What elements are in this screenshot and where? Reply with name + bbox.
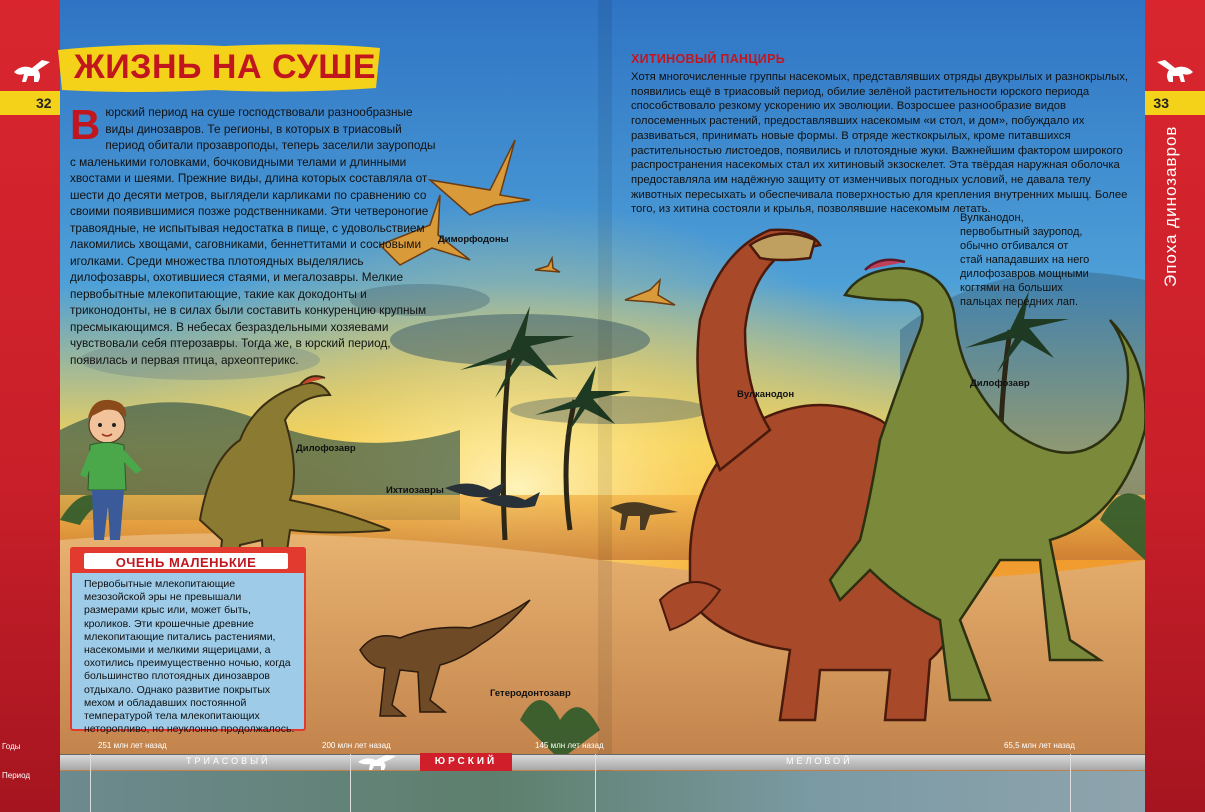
timeline-dinosaur-icon [356, 752, 400, 772]
timeline-dates-row [2, 740, 1145, 754]
left-page-edge-band [0, 0, 60, 812]
page-number-right: 33 [1145, 91, 1205, 115]
timeline-tick [90, 754, 91, 812]
timeline-period-label: Период [2, 771, 31, 780]
timeline-years-label: Годы [2, 742, 21, 751]
timeline-triassic: ТРИАСОВЫЙ [186, 756, 271, 766]
drop-cap-letter: В [70, 101, 101, 148]
timeline-period-bar [2, 754, 1145, 780]
info-box-very-small [70, 547, 306, 736]
info-box-title-bar [84, 553, 288, 569]
dinosaur-silhouette-icon [1153, 56, 1195, 84]
timeline-mark-200: 200 млн лет назад [322, 741, 391, 750]
geologic-timeline [2, 740, 1145, 812]
page-number-left: 32 [0, 91, 60, 115]
label-dimorphodons: Диморфодоны [438, 234, 509, 245]
page-title: ЖИЗНЬ НА СУШЕ [74, 48, 377, 86]
timeline-image-strip [60, 771, 1145, 812]
timeline-tick [1070, 754, 1071, 812]
label-ichthyosaurs: Ихтиозавры [386, 485, 444, 496]
info-box-header [70, 547, 306, 573]
timeline-mark-145: 145 млн лет назад [535, 741, 604, 750]
vulcanodon-caption: Вулканодон, первобытный зауропод, обычно отбивался от стай нападавших на него дилофозавров мощными когтями на больших пальцах передних лап. [960, 212, 1090, 308]
label-vulcanodon: Вулканодон [737, 389, 795, 400]
label-heterodontosaurus: Гетеродонтозавр [490, 688, 571, 699]
timeline-jurassic-highlight: ЮРСКИЙ [420, 753, 512, 771]
dinosaur-silhouette-icon [12, 56, 54, 84]
label-dilophosaurus-right: Дилофозавр [970, 378, 1030, 389]
section-vertical-title: Эпоха динозавров [1161, 126, 1180, 288]
sidebar-paragraph: Хотя многочисленные группы насекомых, представлявших отряды двукрылых и разнокрылых, появились ещё в триасовый период, обилие зелёной растительности юрского периода способствовало резкому ускорению их эволюции. Возросшее разнообразие видов голосеменных растений, предоставлявших насекомым «и стол, и дом», побуждало их развиваться, принимать новые формы. В отряде жесткокрылых, кроме питавшихся растительностью листоедов, появились и плотоядные жуки. Важнейшим фактором широкого распространения насекомых стал их хитиновый экзоскелет. Эта твёрдая наружная оболочка предоставляла им надёжную защиту от изменчивых погодных условий, не давала телу животных пересыхать и обеспечивала поверхностью для крепления внутренних мышц. Более того, из хитина состояли и крылья, позволявшие насекомым летать. [631, 71, 1129, 216]
label-dilophosaurus-left: Дилофозавр [296, 443, 356, 454]
timeline-tick [595, 754, 596, 812]
info-box-title: ОЧЕНЬ МАЛЕНЬКИЕ [115, 555, 257, 570]
sidebar-heading: ХИТИНОВЫЙ ПАНЦИРЬ [631, 52, 785, 66]
right-page-edge-band [1145, 0, 1205, 812]
timeline-cretaceous: МЕЛОВОЙ [786, 756, 853, 766]
intro-paragraph: юрский период на суше господствовали разнообразные виды динозавров. Те регионы, в которых в триасовый период обитали прозавроподы, теперь заселили зауроподы с маленькими головками, бочковидными телами и длинными хвостами и шеями. Прежние виды, длина которых составляла от шести до десяти метров, выглядели карликами по сравнению со своими появившимися позже родственниками. Эти четвероногие травоядные, не испытывая недостатка в пище, с удовольствием лакомились хвощами, саговниками, беннеттитами и сосновыми иголками. Среди множества плотоядных выделялись дилофозавры, охотившиеся стаями, и мегалозавры. Мелкие первобытные млекопитающие, такие как докодонты и триконодонты, не в силах были составить конкуренцию крупным пресмыкающимся. В небесах безраздельными хозяевами чувствовали себя птерозавры. Тогда же, в юрский период, появилась и первая птица, археоптерикс. [70, 105, 436, 367]
info-box-text: Первобытные млекопитающие мезозойской эры не превышали размерами крыс или, может быть, кроликов. Эти крошечные древние млекопитающие питались растениями, насекомыми и мелкими ящерицами, а охотились преимущественно ночью, когда большинство плотоядных динозавров отдыхало. Однако развитие покрытых мехом и обладавших постоянной температурой тела млекопитающих неторопливо, но неуклонно продолжалось. [84, 578, 295, 736]
timeline-mark-65: 65,5 млн лет назад [1004, 741, 1075, 750]
timeline-tick [350, 754, 351, 812]
timeline-mark-251: 251 млн лет назад [98, 741, 167, 750]
intro-text-block [70, 101, 442, 368]
